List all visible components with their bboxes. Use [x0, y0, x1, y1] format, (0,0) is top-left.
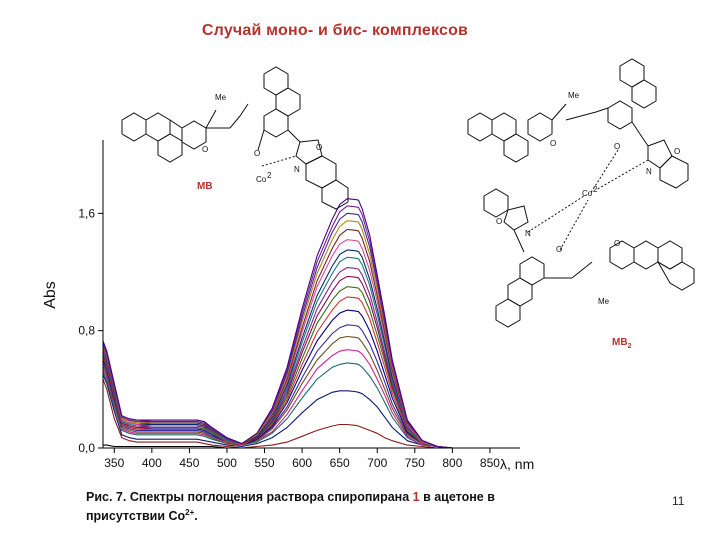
x-tick-label-850: 850	[479, 456, 500, 470]
caption-middle: в ацетоне в присутствии Co	[86, 490, 495, 524]
mono-oxygen2-label: O	[254, 149, 261, 158]
mono-oxygen3-label: O	[316, 143, 323, 152]
y-axis-label: Abs	[42, 281, 59, 309]
mono-nitrogen-label: N	[294, 165, 300, 174]
spectrum-series-7	[103, 325, 452, 448]
bis-oxygen-label-3: O	[674, 147, 681, 156]
x-tick-label-400: 400	[141, 456, 162, 470]
slide-title: Случай моно- и бис- комплексов	[201, 22, 469, 39]
bis-cobalt-label: Co	[582, 189, 593, 198]
bis-oxygen-label-2: O	[614, 142, 621, 151]
x-axis-label: λ, nm	[500, 456, 535, 472]
y-tick-label-0: 0,0	[78, 441, 95, 455]
mono-complex-label: MB	[197, 181, 213, 192]
x-tick-label-550: 550	[254, 456, 275, 470]
x-tick-label-700: 700	[367, 456, 388, 470]
x-tick-label-600: 600	[292, 456, 313, 470]
mono-oxygen-label: O	[202, 145, 209, 154]
bis-cobalt-charge: 2	[593, 185, 598, 194]
bis-me-label-top: Me	[568, 91, 580, 100]
bis-oxygen-label-5: O	[556, 245, 563, 254]
mono-cobalt-label: Co	[256, 175, 267, 184]
bis-complex-label	[612, 337, 631, 350]
x-tick-label-500: 500	[216, 456, 237, 470]
bis-oxygen-label-1: O	[550, 139, 557, 148]
x-tick-label-450: 450	[179, 456, 200, 470]
x-tick-label-750: 750	[404, 456, 425, 470]
figure-caption	[86, 489, 556, 524]
bis-complex-structure	[468, 59, 694, 327]
page-number: 11	[672, 494, 685, 508]
bis-nitrogen-label-2: N	[525, 229, 531, 238]
bis-oxygen-label-6: O	[614, 239, 621, 248]
y-tick-label-1: 0,8	[78, 323, 95, 338]
caption-suffix: .	[194, 509, 198, 524]
x-tick-label-650: 650	[329, 456, 350, 470]
y-tick-label-2: 1,6	[78, 206, 95, 221]
spectrum-series-10	[103, 287, 452, 448]
bis-complex-label-text: MB	[612, 337, 628, 348]
mono-me-label: Me	[215, 93, 227, 102]
absorption-chart	[42, 140, 534, 472]
series-layer	[103, 199, 452, 448]
caption-compound-number: 1	[412, 490, 420, 504]
bis-oxygen-label-4: O	[496, 217, 503, 226]
mono-cobalt-charge: 2	[267, 171, 272, 180]
x-tick-label-800: 800	[442, 456, 463, 470]
bis-me-label-bottom: Me	[598, 297, 610, 306]
bis-nitrogen-label-1: N	[646, 167, 652, 176]
caption-superscript: 2+	[185, 508, 195, 517]
caption-prefix: Рис. 7. Спектры поглощения раствора спиропирана	[86, 490, 413, 504]
x-tick-label-350: 350	[104, 456, 125, 470]
mono-complex-structure	[122, 67, 348, 209]
bis-complex-label-subscript: 2	[627, 343, 632, 350]
